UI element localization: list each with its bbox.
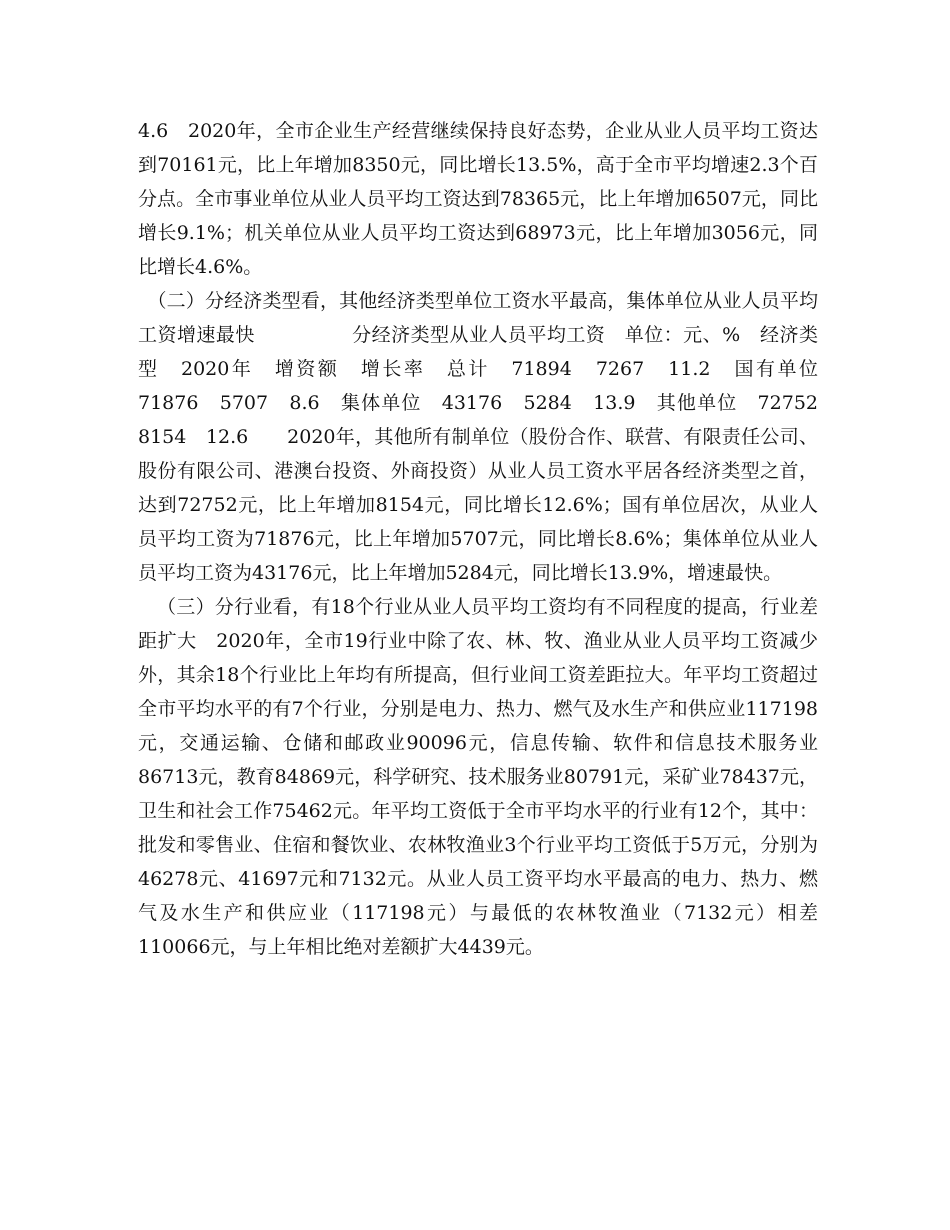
paragraph-industry: （三）分行业看，有18个行业从业人员平均工资均有不同程度的提高，行业差距扩大 2020年，全市19行业中除了农、林、牧、渔业从业人员平均工资减少外，其余18个行业比上年均有所提高，但行业间工资差距拉大。年平均工资超过全市平均水平的有7个行业，分别是电力、热力、燃气及水生产和供应业117198元，交通运输、仓储和邮政业90096元，信息传输、软件和信息技术服务业86713元，教育84869元，科学研究、技术服务业80791元，采矿业78437元，卫生和社会工作75462元。年平均工资低于全市平均水平的行业有12个，其中：批发和零售业、住宿和餐饮业、农林牧渔业3个行业平均工资低于5万元，分别为46278元、41697元和7132元。从业人员工资平均水平最高的电力、热力、燃气及水生产和供应业（117198元）与最低的农林牧渔业（7132元）相差110066元，与上年相比绝对差额扩大4439元。	[138, 596, 818, 958]
paragraph-enterprise-wages: 4.6 2020年，全市企业生产经营继续保持良好态势，企业从业人员平均工资达到70161元，比上年增加8350元，同比增长13.5%，高于全市平均增速2.3个百分点。全市事业单位从业人员平均工资达到78365元，比上年增加6507元，同比增长9.1%；机关单位从业人员平均工资达到68973元，比上年增加3056元，同比增长4.6%。	[138, 120, 818, 278]
document-body	[138, 114, 838, 964]
paragraph-economic-type: （二）分经济类型看，其他经济类型单位工资水平最高，集体单位从业人员平均工资增速最快 分经济类型从业人员平均工资 单位：元、% 经济类型 2020年 增资额 增长率 总计 71894 7267 11.2 国有单位 71876 5707 8.6 集体单位 43176 5284 13.9 其他单位 72752 8154 12.6 2020年，其他所有制单位（股份合作、联营、有限责任公司、股份有限公司、港澳台投资、外商投资）从业人员工资水平居各经济类型之首，达到72752元，比上年增加8154元，同比增长12.6%；国有单位居次，从业人员平均工资为71876元，比上年增加5707元，同比增长8.6%；集体单位从业人员平均工资为43176元，比上年增加5284元，同比增长13.9%，增速最快。	[138, 290, 838, 584]
